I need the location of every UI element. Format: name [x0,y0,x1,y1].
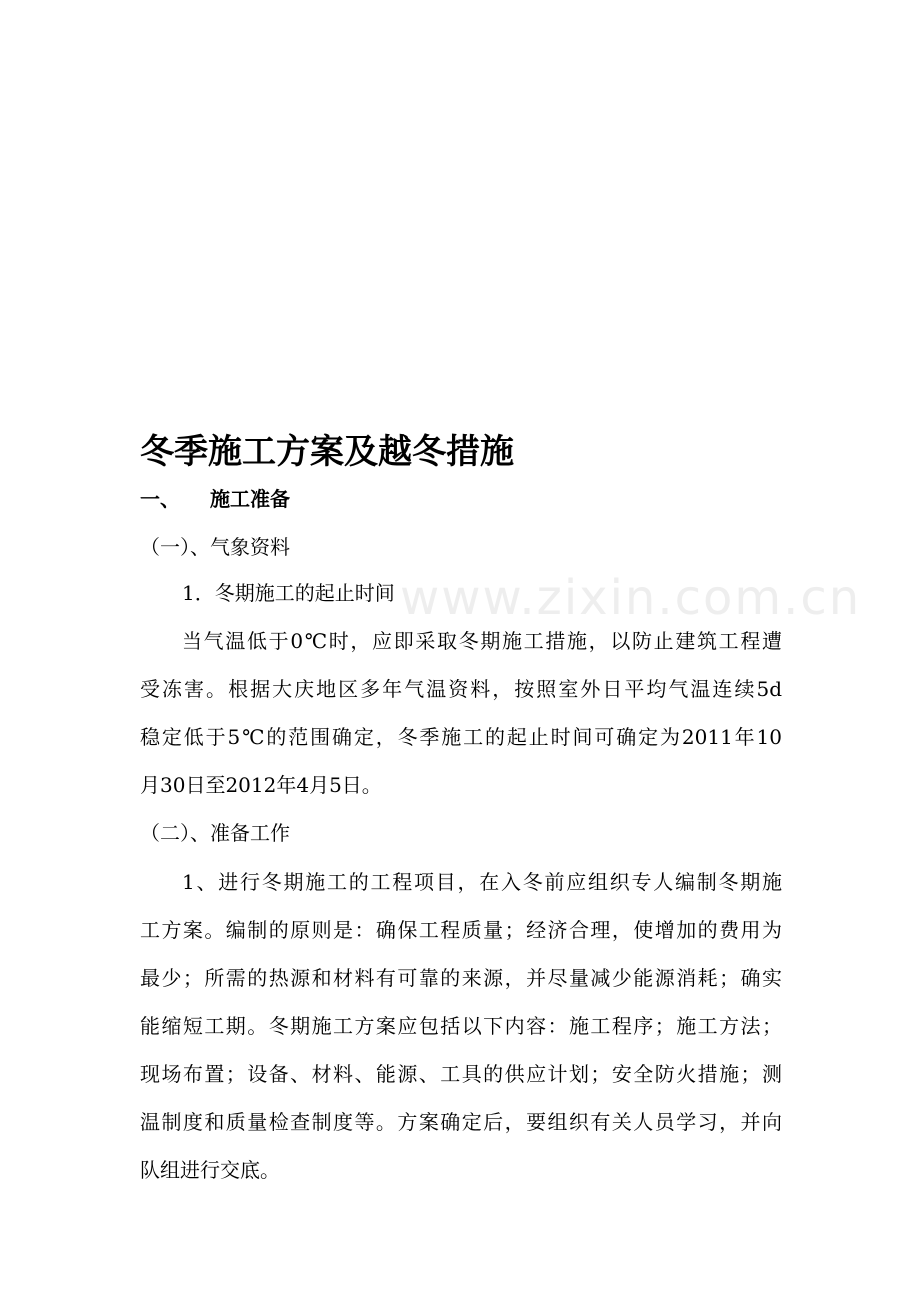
paragraph-line: 1、进行冬期施工的工程项目，在入冬前应组织专人编制冬期施 [182,870,782,894]
paragraph-period [140,617,782,809]
paragraph-line: 受冻害。根据大庆地区多年气温资料，按照室外日平均气温连续5d [140,677,782,701]
paragraph-line: 工方案。编制的原则是：确保工程质量；经济合理，使增加的费用为 [140,918,782,942]
section-heading-text: 施工准备 [210,487,290,511]
paragraph-preparation [140,858,782,1194]
paragraph-line: 温制度和质量检查制度等。方案确定后，要组织有关人员学习，并向 [140,1110,782,1134]
subsection-heading-weather: （一）、气象资料 [140,535,290,559]
watermark: www.zixin.com.cn [400,570,862,626]
paragraph-line: 能缩短工期。冬期施工方案应包括以下内容：施工程序；施工方法； [140,1014,782,1038]
subsection-heading-preparation: （二）、准备工作 [140,821,290,845]
paragraph-line: 月30日至2012年4月5日。 [140,773,382,797]
paragraph-line: 当气温低于0℃时，应即采取冬期施工措施，以防止建筑工程遭 [182,629,782,653]
item-heading-period: 1．冬期施工的起止时间 [182,581,395,605]
paragraph-line: 最少；所需的热源和材料有可靠的来源，并尽量减少能源消耗；确实 [140,966,782,990]
paragraph-line: 稳定低于5℃的范围确定，冬季施工的起止时间可确定为2011年10 [140,725,782,749]
section-number: 一、 [140,487,180,511]
section-heading [140,484,290,514]
paragraph-line: 现场布置；设备、材料、能源、工具的供应计划；安全防火措施；测 [140,1062,782,1086]
paragraph-line: 队组进行交底。 [140,1158,280,1182]
document-title: 冬季施工方案及越冬措施 [140,432,514,472]
